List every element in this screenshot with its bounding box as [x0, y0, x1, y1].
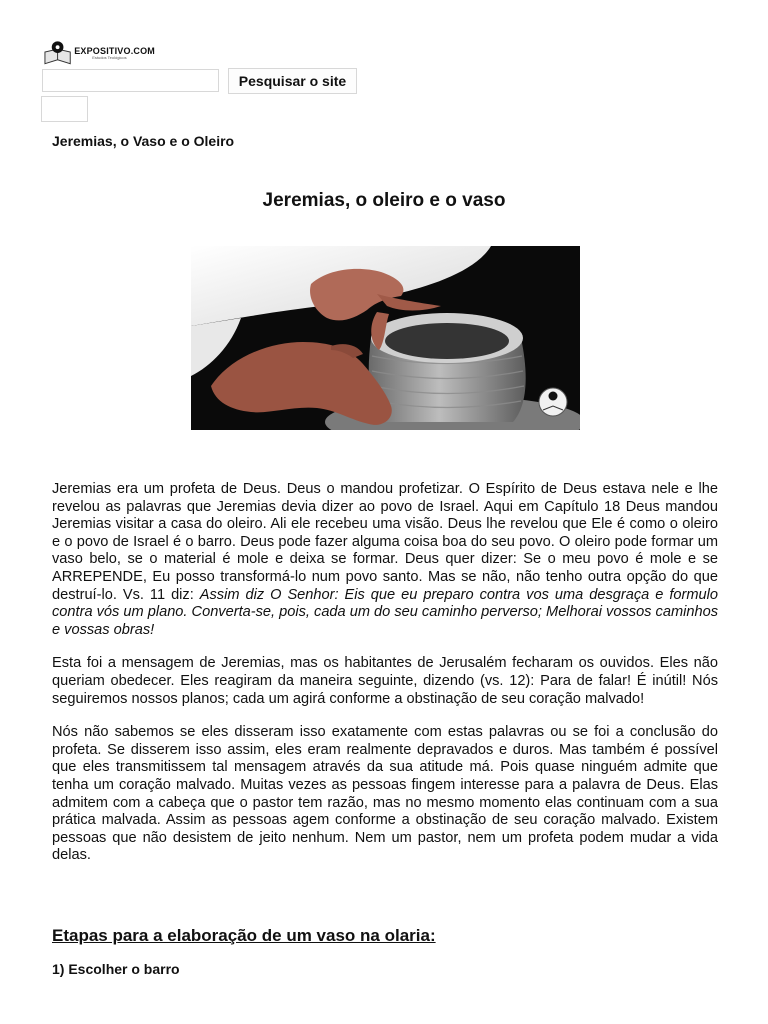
- page-title: Jeremias, o oleiro e o vaso: [262, 190, 506, 211]
- logo-name: EXPOSITIVO.COM: [74, 45, 155, 56]
- logo-subtitle: Estudos Teológicos: [92, 54, 127, 60]
- search-input[interactable]: [42, 69, 219, 92]
- step-heading-1: 1) Escolher o barro: [52, 961, 180, 977]
- potter-hands-image: [191, 246, 580, 430]
- section-heading: Etapas para a elaboração de um vaso na olaria:: [52, 926, 436, 945]
- article-body: [52, 481, 718, 881]
- paragraph-1-text: Jeremias era um profeta de Deus. Deus o mandou profetizar. O Espírito de Deus estava nele e lhe revelou as palavras que Jeremias devia dizer ao povo de Israel. Aqui em Capítulo 18 Deus mandou Jeremias visitar a casa do oleiro. Ali ele recebeu uma visão. Deus lhe revelou que Ele é como o oleiro e o povo de Israel é o barro. Deus pode fazer alguma coisa boa do seu povo. O oleiro pode formar um vaso belo, se o material é mole e deixa se formar. Deus quer dizer: Se o meu povo é mole e se ARREPENDE, Eu posso transformá-lo num povo santo. Mas se não, não tenho outra opção do que destruí-lo. Vs. 11 diz:: [52, 481, 718, 603]
- scripture-quote: Assim diz O Senhor: Eis que eu preparo contra vos uma desgraça e formulo contra vós um plano. Converta-se, pois, cada um do seu caminho perverso; Melhorai vossos caminhos e vossas obras!: [52, 586, 718, 638]
- logo-book-icon: [43, 40, 72, 66]
- search-button[interactable]: Pesquisar o site: [228, 68, 357, 94]
- breadcrumb[interactable]: Jeremias, o Vaso e o Oleiro: [52, 133, 235, 149]
- article-paragraph-2: Esta foi a mensagem de Jeremias, mas os habitantes de Jerusalém fecharam os ouvidos. Eles não queriam obedecer. Eles reagiram da maneira seguinte, dizendo (vs. 12): Para de falar! É inútil! Nós seguiremos nossos planos; cada um agirá conforme a obstinação de seu coração malvado!: [52, 655, 718, 707]
- blank-button[interactable]: [41, 96, 88, 122]
- article-paragraph-3: Nós não sabemos se eles disseram isso exatamente com estas palavras ou se foi a conclusão do profeta. Se disserem isso assim, eles eram realmente depravados e duros. Mas também é possível que eles transmitissem tal mensagem através da sua atitude má. Pois quase ninguém admite que tenha um coração malvado. Muitas vezes as pessoas fingem interesse para a palavra de Deus. Elas admitem com a cabeça que o pastor tem razão, mas no mesmo momento elas continuam com a sua prática malvada. Assim as pessoas agem conforme a obstinação de seu coração malvado. Existem pessoas que não desistem de jeito nenhum. Nem um pastor, nem um profeta podem mudar a vida delas.: [52, 724, 718, 864]
- site-logo[interactable]: [43, 40, 155, 66]
- article-paragraph-1: [52, 481, 718, 639]
